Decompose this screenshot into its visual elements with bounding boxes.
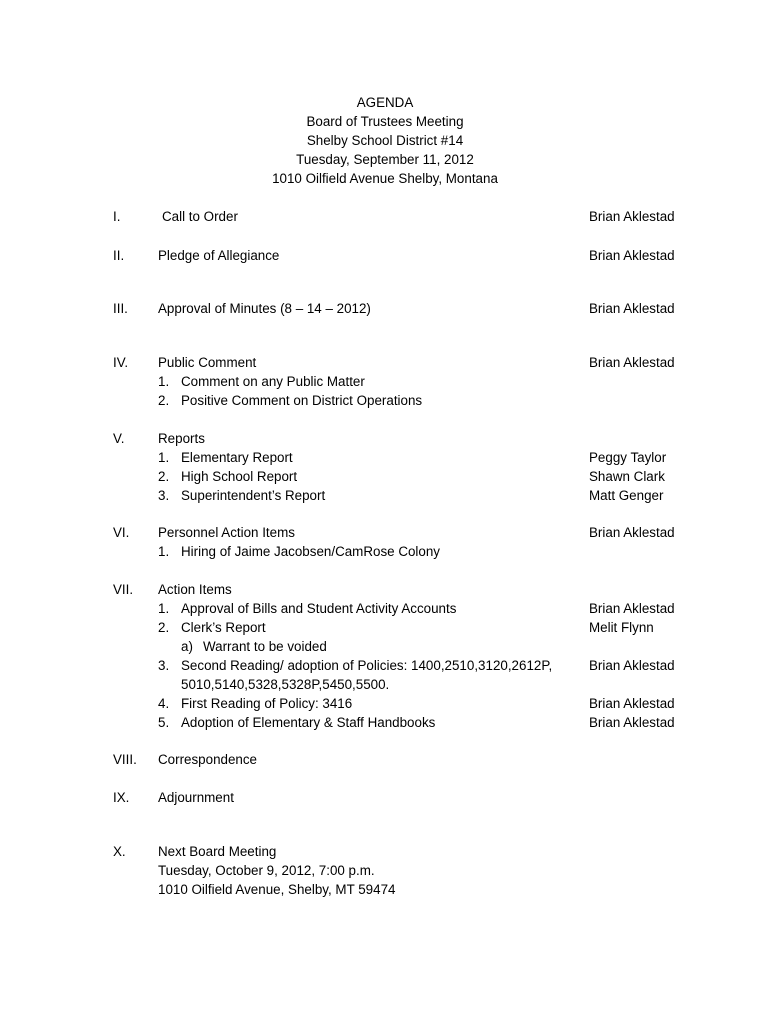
subitem-text: High School Report [181, 469, 298, 484]
subitem-text: Adoption of Elementary & Staff Handbooks [181, 715, 436, 730]
subitem-letter: a) [181, 639, 193, 654]
subitem-responsible: Peggy Taylor [589, 450, 667, 465]
subitem-responsible: Brian Aklestad [589, 601, 675, 616]
subitem-text: Approval of Bills and Student Activity Accounts [181, 601, 457, 616]
subitem-responsible: Matt Genger [589, 488, 664, 503]
subitem-number: 1. [158, 450, 170, 465]
item-number: III. [113, 301, 128, 316]
subitem-number: 1. [158, 601, 170, 616]
subitem-text: First Reading of Policy: 3416 [181, 696, 353, 711]
district-name: Shelby School District #14 [306, 133, 464, 148]
subitem-text: Clerk’s Report [181, 620, 266, 635]
item-number: I. [113, 209, 121, 224]
item-number: V. [113, 431, 125, 446]
item-responsible: Brian Aklestad [589, 301, 675, 316]
subitem-text: Superintendent’s Report [181, 488, 326, 503]
subitem-text: Hiring of Jaime Jacobsen/CamRose Colony [181, 544, 440, 559]
item-responsible: Brian Aklestad [589, 209, 675, 224]
subitem-responsible: Shawn Clark [589, 469, 665, 484]
item-number: VI. [113, 525, 130, 540]
subitem-number: 2. [158, 469, 170, 484]
subitem-continuation: 5010,5140,5328,5328P,5450,5500. [181, 677, 390, 692]
item-title: Correspondence [158, 752, 258, 767]
item-number: VII. [113, 582, 134, 597]
item-title: Action Items [158, 582, 232, 597]
agenda-header [0, 93, 770, 188]
subitem-text: Warrant to be voided [203, 639, 327, 654]
item-responsible: Brian Aklestad [589, 525, 675, 540]
subitem-number: 2. [158, 393, 170, 408]
item-number: IX. [113, 790, 130, 805]
subitem-responsible: Melit Flynn [589, 620, 654, 635]
subitem-number: 3. [158, 658, 170, 673]
subitem-number: 2. [158, 620, 170, 635]
item-responsible: Brian Aklestad [589, 248, 675, 263]
item-title: Call to Order [162, 209, 238, 224]
subitem-responsible: Brian Aklestad [589, 715, 675, 730]
item-title: Approval of Minutes (8 – 14 – 2012) [158, 301, 371, 316]
subitem-number: 1. [158, 374, 170, 389]
agenda-title: AGENDA [356, 95, 414, 110]
subitem-text: Comment on any Public Matter [181, 374, 365, 389]
subitem-number: 4. [158, 696, 170, 711]
item-title: Public Comment [158, 355, 257, 370]
item-number: X. [113, 844, 126, 859]
item-number: II. [113, 248, 125, 263]
item-title: Adjournment [158, 790, 234, 805]
item-title: Pledge of Allegiance [158, 248, 280, 263]
subitem-responsible: Brian Aklestad [589, 658, 675, 673]
subitem-number: 3. [158, 488, 170, 503]
subitem-number: 5. [158, 715, 170, 730]
subitem-text: Elementary Report [181, 450, 293, 465]
item-title: Personnel Action Items [158, 525, 295, 540]
item-title: Reports [158, 431, 205, 446]
next-meeting-date: Tuesday, October 9, 2012, 7:00 p.m. [158, 863, 375, 878]
meeting-address: 1010 Oilfield Avenue Shelby, Montana [272, 171, 498, 186]
subitem-text: Positive Comment on District Operations [181, 393, 423, 408]
meeting-name: Board of Trustees Meeting [306, 114, 464, 129]
next-meeting-address: 1010 Oilfield Avenue, Shelby, MT 59474 [158, 882, 396, 897]
item-number: IV. [113, 355, 129, 370]
item-title: Next Board Meeting [158, 844, 277, 859]
subitem-responsible: Brian Aklestad [589, 696, 675, 711]
subitem-number: 1. [158, 544, 170, 559]
meeting-date: Tuesday, September 11, 2012 [296, 152, 474, 167]
subitem-text: Second Reading/ adoption of Policies: 1400,2510,3120,2612P, [181, 658, 553, 673]
item-number: VIII. [113, 752, 137, 767]
item-responsible: Brian Aklestad [589, 355, 675, 370]
